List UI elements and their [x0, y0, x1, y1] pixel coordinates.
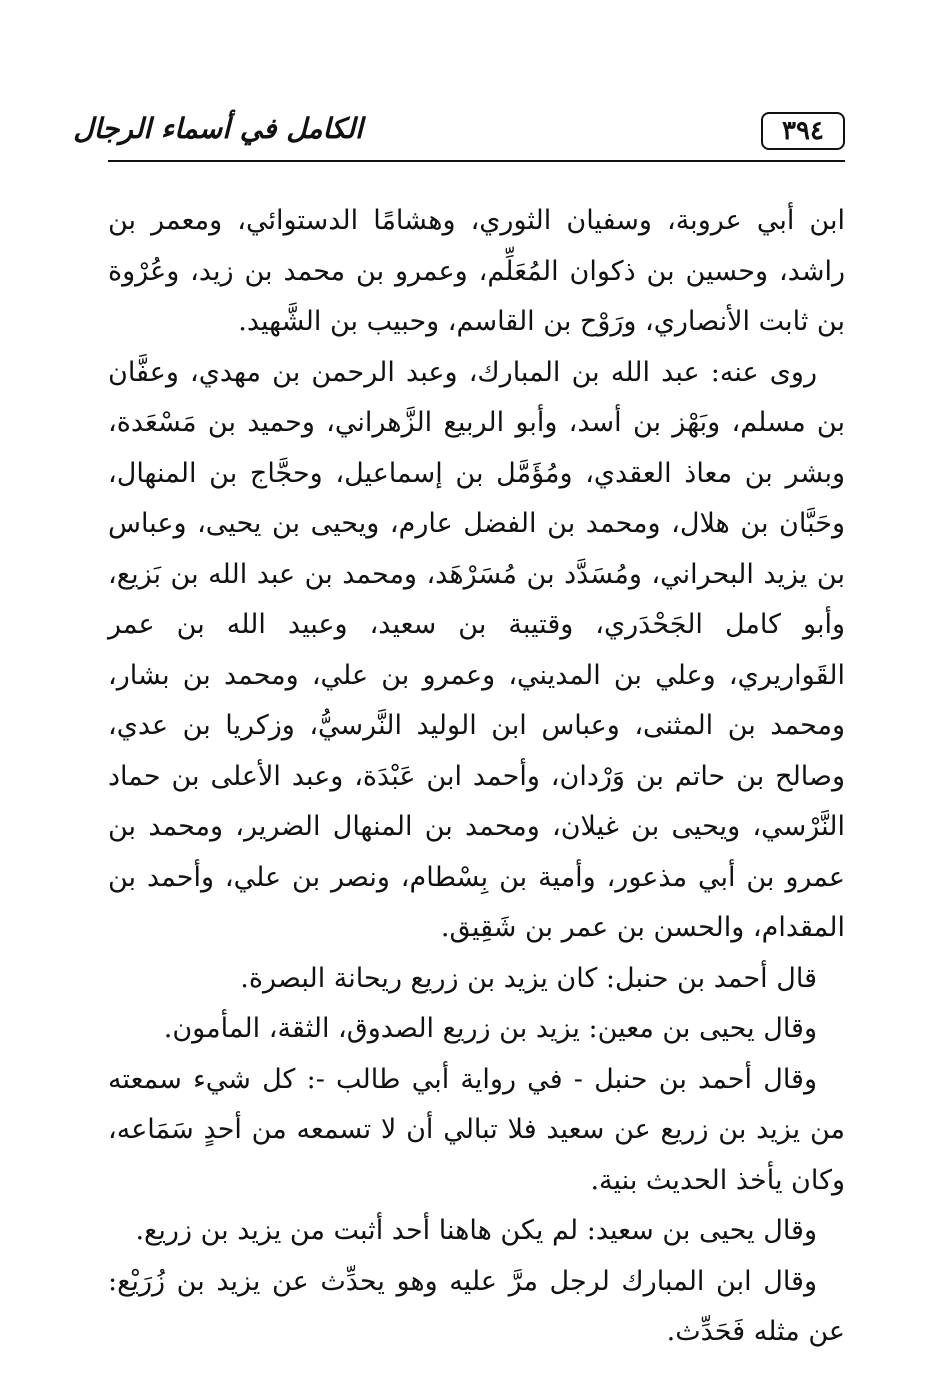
body-text	[108, 196, 845, 1358]
page-header	[73, 96, 845, 162]
paragraph-ahmad-quote: قال أحمد بن حنبل: كان يزيد بن زريع ريحانة البصرة.	[240, 962, 817, 994]
paragraph-teachers: ابن أبي عروبة، وسفيان الثوري، وهشامًا الدستوائي، ومعمر بن راشد، وحسين بن ذكوان المُعَلِّم، وعمرو بن محمد بن زيد، وعُرْوة بن ثابت الأنصاري، ورَوْح بن القاسم، وحبيب بن الشَّهيد.	[108, 205, 845, 337]
paragraph-students: روى عنه: عبد الله بن المبارك، وعبد الرحمن بن مهدي، وعفَّان بن مسلم، وبَهْز بن أسد، وأبو الربيع الزَّهراني، وحميد بن مَسْعَدة، وبشر بن معاذ العقدي، ومُؤَمَّل بن إسماعيل، وحجَّاج بن المنهال، وحَبَّان بن هلال، ومحمد بن الفضل عارم، ويحيى بن يحيى، وعباس بن يزيد البحراني، ومُسَدَّد بن مُسَرْهَد، ومحمد بن عبد الله بن بَزيع، وأبو كامل الجَحْدَري، وقتيبة بن سعيد، وعبيد الله بن عمر القَواريري، وعلي بن المديني، وعمرو بن علي، ومحمد بن بشار، ومحمد بن المثنى، وعباس ابن الوليد النَّرسيُّ، وزكريا بن عدي، وصالح بن حاتم بن وَرْدان، وأحمد ابن عَبْدَة، وعبد الأعلى بن حماد النَّرْسي، ويحيى بن غيلان، ومحمد بن المنهال الضرير، ومحمد بن عمرو بن أبي مذعور، وأمية بن بِسْطام، ونصر بن علي، وأحمد بن المقدام، والحسن بن عمر بن شَقِيق.	[108, 356, 845, 943]
paragraph-ibn-mubarak-quote: وقال ابن المبارك لرجل مرَّ عليه وهو يحدِّث عن يزيد بن زُرَيْع: عن مثله فَحَدِّث.	[108, 1265, 845, 1347]
page-number: ٣٩٤	[761, 112, 845, 150]
book-title: الكامل في أسماء الرجال	[73, 111, 363, 145]
header-rule	[108, 160, 845, 162]
paragraph-abu-talib-quote: وقال أحمد بن حنبل - في رواية أبي طالب -: كل شيء سمعته من يزيد بن زريع عن سعيد فلا تبالي أن لا تسمعه من أحدٍ سَمَاعه، وكان يأخذ الحديث بنية.	[108, 1063, 845, 1196]
paragraph-ibn-main-quote: وقال يحيى بن معين: يزيد بن زريع الصدوق، الثقة، المأمون.	[163, 1013, 817, 1044]
paragraph-yahya-quote: وقال يحيى بن سعيد: لم يكن هاهنا أحد أثبت من يزيد بن زريع.	[135, 1215, 817, 1246]
